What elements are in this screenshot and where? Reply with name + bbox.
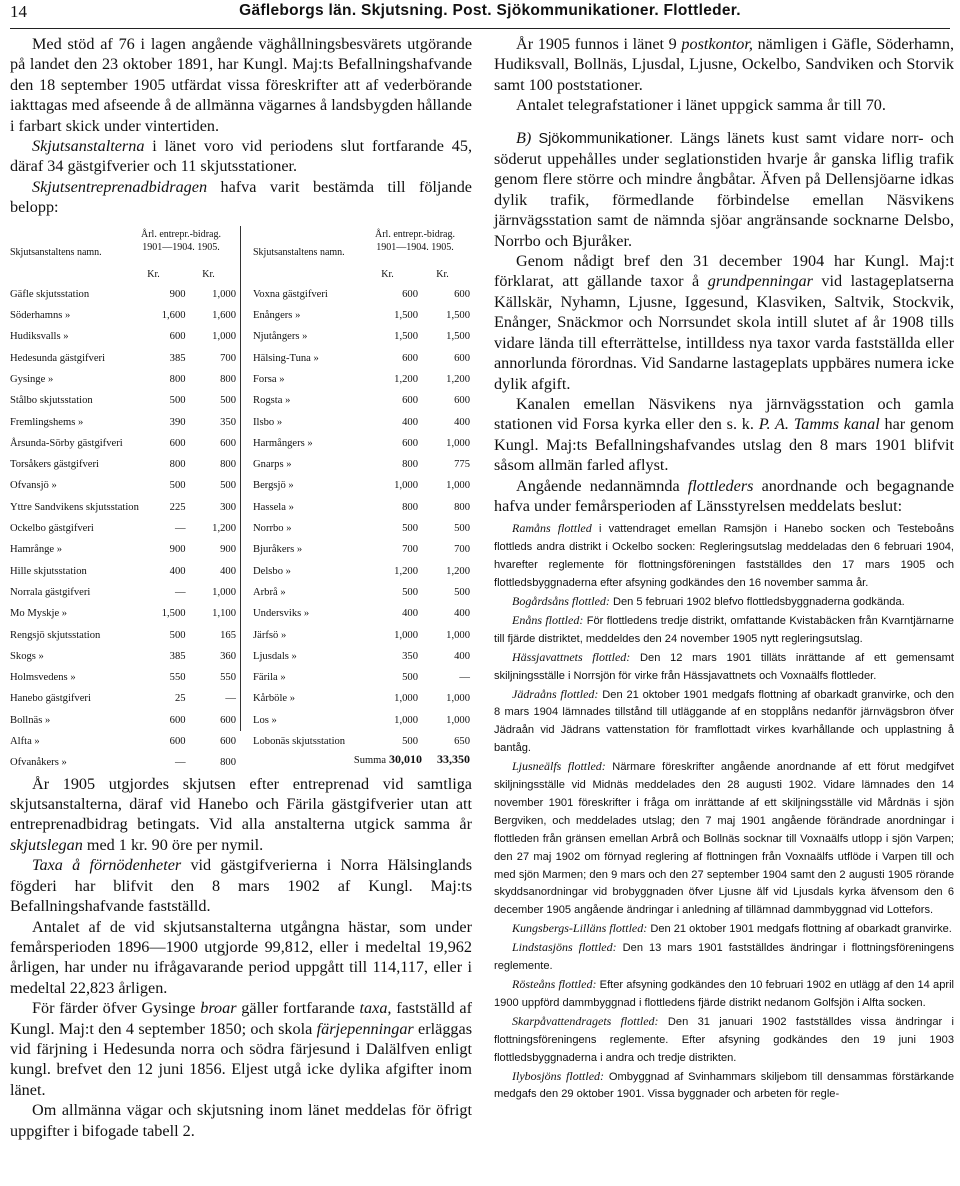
header-rule <box>10 28 950 29</box>
row-value-1905: 800 <box>454 501 470 513</box>
paragraph-text: vid gästgifverierna i Norra Hälsinglands fögderi har blifvit den 8 mars 1902 af Kungl. Maj:ts Befallningshafvande fastställd. <box>10 856 472 916</box>
flottled-entry <box>494 920 954 939</box>
row-name: Ofvansjö » <box>10 480 57 492</box>
row-value-1905: 550 <box>220 672 236 684</box>
flottled-text: Ombyggnad af Svinhammars skiljebom till densammas förstärkande medgafs den 29 oktober 1901. Vissa byggnader och arbeten för regle- <box>494 1070 954 1101</box>
row-name: Gysinge » <box>10 373 54 385</box>
row-value-1901-1904: 500 <box>402 523 418 535</box>
col-years-label: 1901—1904. 1905. <box>376 241 454 253</box>
table-row <box>253 497 470 518</box>
row-value-1901-1904: 400 <box>402 416 418 428</box>
row-name: Harmångers » <box>253 437 313 449</box>
row-value-1905: 500 <box>454 586 470 598</box>
entreprenad-table-left <box>10 226 236 774</box>
row-name: Järfsö » <box>253 629 287 641</box>
table-row <box>10 710 236 731</box>
row-value-1905: 700 <box>220 352 236 364</box>
row-value-1905: 300 <box>220 501 236 513</box>
table-row <box>10 688 236 709</box>
row-value-1905: 1,000 <box>446 629 470 641</box>
unit-label: Kr. <box>436 268 449 280</box>
table-row <box>253 284 470 305</box>
paragraph-flottleder-intro <box>494 476 954 517</box>
table-row <box>10 603 236 624</box>
table-row <box>253 667 470 688</box>
flottled-text: i vattendraget emellan Ramsjön i Hanebo socken och Testeboåns flottleds andra distrikt i Ockelbo socken: Regleringsutslag meddeladas den 6 februari 1904, hvarefter reglemente för flottningsföreningen fastställdes den 17 mars 1905 och flottledsbyggnaderna efter afsyning godkändes den 16 november samma år. <box>494 523 954 590</box>
row-value-1905: 1,200 <box>446 373 470 385</box>
unit-row <box>360 268 470 281</box>
row-name: Bollnäs » <box>10 714 51 726</box>
paragraph-text: År 1905 funnos i länet 9 <box>516 35 682 53</box>
entreprenad-table-right <box>253 226 470 766</box>
row-value-1901-1904: 385 <box>169 352 186 364</box>
row-value-1901-1904: 1,000 <box>394 714 418 726</box>
flottled-entry <box>494 1068 954 1105</box>
table-row <box>253 688 470 709</box>
unit-row <box>126 268 236 281</box>
row-name: Mo Myskje » <box>10 608 68 620</box>
table-row <box>253 305 470 326</box>
page-running-title: Gäfleborgs län. Skjutsning. Post. Sjökommunikationer. Flottleder. <box>239 2 741 19</box>
flottled-entry <box>494 612 954 649</box>
paragraph-text: För färder öfver Gysinge <box>32 999 201 1018</box>
section-gap <box>494 116 954 128</box>
paragraph-road-maintenance: Med stöd af 76 i lagen angående väghållningsbesvärets utgörande på landet den 23 oktober 1891, har Kungl. Maj:ts Befallningshafvande den 18 september 1905 utfärdat vissa föreskrifter att af vederbörande iakttagas med afseende å de allmänna vägarnes å landsbygden hållande i farbart skick under vintertiden. <box>10 35 472 135</box>
paragraph-text: anordnande och begagnande hafva under femårsperioden af Länsstyrelsen meddelats beslut: <box>494 476 955 515</box>
table-body <box>253 284 470 753</box>
row-value-1901-1904: 500 <box>169 629 186 641</box>
table-row <box>10 390 236 411</box>
row-name: Ljusdals » <box>253 650 297 662</box>
flottled-text: För flottledens tredje distrikt, omfattande Kvistabäcken från Kvarntjärnarne till fjärde distriktet, meddeldes den 24 november 1905 nytt regleringsutslag. <box>494 614 954 645</box>
row-value-1905: 1,000 <box>446 480 470 492</box>
flottled-entry <box>494 1013 954 1068</box>
row-value-1905: 600 <box>220 437 236 449</box>
table-row <box>253 326 470 347</box>
table-row <box>253 518 470 539</box>
table-row <box>10 518 236 539</box>
flottled-name: Jädraåns flottled: <box>512 686 599 701</box>
page-header <box>10 2 950 26</box>
col-years-label: 1901—1904. 1905. <box>142 241 220 253</box>
row-name: Forsa » <box>253 373 285 385</box>
paragraph-skjutsanstalter <box>10 136 472 177</box>
page-number: 14 <box>10 2 27 21</box>
row-value-1901-1904: 900 <box>169 288 186 300</box>
row-value-1901-1904: 600 <box>169 736 186 748</box>
table-row <box>10 731 236 752</box>
table-row <box>10 624 236 645</box>
col-name-header: Skjutsanstaltens namn. <box>10 246 102 258</box>
row-value-1901-1904: 1,500 <box>394 331 418 343</box>
table-row <box>10 539 236 560</box>
table-sum-row <box>354 752 470 767</box>
italic-term: färjepenningar <box>316 1019 414 1038</box>
paragraph-text: vid lastageplatserna Källskär, Nyhamn, Ljusne, Iggesund, Klasviken, Saltvik, Stockvik, Enånger, Snäckmor och Norrsundet skola intill slutet af år 1908 tills vidare lända till efterrättelse, intilldess nya taxor varda fastställda eller annorlunda förordnas. Vid Sandarne lastageplats uppbäres numera icke dylik afgift. <box>494 272 954 393</box>
flottled-entry <box>494 649 954 686</box>
table-row <box>253 561 470 582</box>
paragraph-hastar: Antalet af de vid skjutsanstalterna utgångna hästar, som under femårsperioden 1896—1900 utgjorde 99,812, eller i medeltal 19,962 årligen, har under nu ifrågavarande period uppgått till 114,117, eller i medeltal 22,823 årligen. <box>10 917 472 997</box>
row-value-1901-1904: 600 <box>169 331 186 343</box>
flottled-entry <box>494 939 954 976</box>
paragraph-entreprenad-1905 <box>10 774 472 856</box>
unit-label: Kr. <box>381 268 394 280</box>
row-value-1905: 165 <box>220 629 236 641</box>
row-value-1905: 700 <box>454 544 470 556</box>
row-name: Ofvanåkers » <box>10 757 67 769</box>
paragraph-taxa <box>10 855 472 916</box>
row-name: Fremlingshems » <box>10 416 84 428</box>
row-value-1901-1904: 800 <box>169 373 186 385</box>
row-value-1901-1904: 1,000 <box>394 480 418 492</box>
sum-value-b: 33,350 <box>437 751 470 766</box>
flottled-text: Den 21 oktober 1901 medgafs flottning af obarkadt granvirke, och den 8 mars 1904 lämnades tillstånd till utläggande af en stopplåns nedanför järnvägsbron öfver Jädraån vid Jädrans vattenstation för framflottadt virkes kvarhållande och upplastning å bantåg. <box>494 688 954 755</box>
table-row <box>10 284 236 305</box>
paragraph-text: i länet voro vid periodens slut fortfarande 45, däraf 34 gästgifverier och 11 skjutsstationer. <box>10 137 472 176</box>
row-value-1901-1904: 1,500 <box>161 608 186 620</box>
col-group-header <box>360 228 470 254</box>
row-name: Lobonäs skjutsstation <box>253 736 346 748</box>
row-value-1901-1904: 1,600 <box>161 310 186 322</box>
italic-term: taxa, <box>359 999 392 1018</box>
table-row <box>10 326 236 347</box>
row-value-1905: — <box>225 693 236 705</box>
flottled-name: Ramåns flottled <box>512 521 592 536</box>
row-value-1905: 650 <box>454 736 470 748</box>
paragraph-text: Genom nådigt bref den 31 december 1904 har Kungl. Maj:t förklarat, att gällande taxor å <box>494 252 954 291</box>
row-value-1905: 1,200 <box>446 565 470 577</box>
row-name: Holmsvedens » <box>10 672 76 684</box>
row-name: Njutångers » <box>253 331 308 343</box>
row-value-1905: 600 <box>454 395 470 407</box>
col-group-label: Årl. entrepr.-bidrag. <box>141 228 221 240</box>
row-value-1905: 400 <box>454 416 470 428</box>
row-name: Ockelbo gästgifveri <box>10 523 94 535</box>
table-header <box>10 226 236 284</box>
row-value-1901-1904: 500 <box>402 736 418 748</box>
row-name: Gäfle skjutsstation <box>10 288 90 300</box>
row-name: Hanebo gästgifveri <box>10 693 91 705</box>
table-row <box>253 582 470 603</box>
italic-term: postkontor, <box>681 35 753 53</box>
row-name: Alfta » <box>10 736 40 748</box>
row-name: Stålbo skjutsstation <box>10 395 93 407</box>
flottled-name: Ljusneälfs flottled: <box>512 759 606 774</box>
row-name: Hassela » <box>253 501 294 513</box>
table-row <box>253 646 470 667</box>
row-value-1905: 900 <box>220 544 236 556</box>
table-row <box>253 624 470 645</box>
table-row <box>253 369 470 390</box>
row-value-1905: 1,000 <box>446 714 470 726</box>
row-value-1901-1904: 600 <box>169 437 186 449</box>
paragraph-text: hafva varit bestämda till följande belopp: <box>10 177 472 217</box>
flottled-name: Enåns flottled: <box>512 612 584 627</box>
row-value-1905: 500 <box>454 523 470 535</box>
row-value-1901-1904: 400 <box>169 565 186 577</box>
row-value-1901-1904: 400 <box>402 608 418 620</box>
row-value-1905: 1,000 <box>212 331 236 343</box>
paragraph-text: Kanalen emellan Näsvikens nya järnvägsstation och gamla stationen vid Forsa kyrka eller den s. k. <box>494 394 954 434</box>
paragraph-postkontor <box>494 34 954 95</box>
row-name: Hille skjutsstation <box>10 565 87 577</box>
row-value-1901-1904: — <box>174 757 186 769</box>
row-value-1901-1904: 800 <box>169 459 186 471</box>
italic-term: Skjutsanstalterna <box>32 137 145 156</box>
row-value-1901-1904: 600 <box>402 352 418 364</box>
table-row <box>253 348 470 369</box>
row-value-1901-1904: 1,000 <box>394 629 418 641</box>
row-value-1901-1904: 500 <box>402 672 418 684</box>
table-row <box>10 667 236 688</box>
table-row <box>10 561 236 582</box>
left-column <box>10 34 472 1141</box>
row-value-1901-1904: 500 <box>169 395 186 407</box>
row-value-1905: 1,500 <box>446 310 470 322</box>
table-divider <box>240 226 241 731</box>
paragraph-kanalen <box>494 394 954 476</box>
flottled-name: Hässjavattnets flottled: <box>512 649 631 664</box>
flottled-name: Kungsbergs-Lilläns flottled: <box>512 921 648 936</box>
col-name-header: Skjutsanstaltens namn. <box>253 246 345 258</box>
row-value-1905: 800 <box>220 373 236 385</box>
row-value-1905: 1,000 <box>446 437 470 449</box>
row-value-1905: 1,200 <box>212 523 236 535</box>
table-row <box>10 305 236 326</box>
paragraph-text: Angående nedannämnda <box>516 476 688 495</box>
table-row <box>10 752 236 773</box>
row-value-1905: 600 <box>454 352 470 364</box>
table-row <box>10 369 236 390</box>
paragraph-text: har genom Kungl. Maj:ts Befallningshafvandes utslag den 8 mars 1901 blifvit såsom allmän farled aflyst. <box>494 415 954 475</box>
table-row <box>253 710 470 731</box>
sum-label: Summa <box>353 754 386 766</box>
row-value-1901-1904: — <box>174 523 186 535</box>
row-name: Färila » <box>253 672 286 684</box>
flottled-text: Den 21 oktober 1901 medgafs flottning af obarkadt granvirke. <box>647 923 952 936</box>
paragraph-text: Längs länets kust samt vidare norr- och söderut uppehålles under seglationstiden hvarje år ganska liflig trafik genom flere större och mindre ångbåtar. Äfven på Dellensjöarne idkas dylik trafik, förmedlande förbindelse emellan Näsvikens järnvägsstation samt de nämnda sjöar angränsande socknarne Delsbo, Norrbo och Bjuråker. <box>494 128 955 250</box>
flottled-name: Bogårdsåns flottled: <box>512 593 610 608</box>
row-value-1905: 800 <box>220 459 236 471</box>
row-value-1901-1904: — <box>174 586 186 598</box>
row-name: Norrbo » <box>253 523 292 535</box>
flottled-text: Den 13 mars 1901 fastställdes ändringar i flottningsföreningens reglemente. <box>494 942 954 973</box>
row-name: Hamrånge » <box>10 544 63 556</box>
table-row <box>10 454 236 475</box>
flottled-entry <box>494 593 954 612</box>
row-name: Norrala gästgifveri <box>10 586 91 598</box>
row-value-1905: 1,600 <box>212 310 236 322</box>
paragraph-text: med 1 kr. 90 öre per nymil. <box>82 835 264 854</box>
row-name: Arbrå » <box>253 586 286 598</box>
row-value-1901-1904: 600 <box>402 437 418 449</box>
row-name: Bjuråkers » <box>253 544 303 556</box>
flottled-text: Närmare föreskrifter angående anordnande af ett förut medgifvet skiljningsställe vid Midnäs meddelades den 28 augusti 1902. Vidare lämnades den 14 november 1901 föreskrifter i fråga om inrättande af ett skiljningsställe vid Mårdnäs i sjön Bergviken, och meddelades utslag; den 7 maj 1901 angående förändrade anordningar i flottleden från gränsen emellan Arbrå och Bollnäs socknar till Voxnaälfs utlopp i sjön Varpen; den 27 maj 1902 om förnyad reglering af flottningen från Voxnaälfs utflöde i Varpen till och med sjön Marmen; den 9 mars och den 27 september 1904 samt den 2 augusti 1905 rörande skyddsanordningar vid brobyggnaden öfver Ljusne älf vid Ljusdals kyrka äfvensom den 6 december 1905 angående ändringar i anledning af tillämnad dammbyggnad vid Lottefors. <box>494 761 954 917</box>
table-row <box>10 497 236 518</box>
table-row <box>253 454 470 475</box>
italic-term: Taxa å förnödenheter <box>32 856 182 875</box>
row-name: Skogs » <box>10 650 44 662</box>
row-name: Voxna gästgifveri <box>253 288 328 300</box>
flottled-name: Skarpåvattendragets flottled: <box>512 1013 659 1028</box>
row-name: Ilsbo » <box>253 416 283 428</box>
table-row <box>253 411 470 432</box>
row-value-1901-1904: 500 <box>169 480 186 492</box>
section-heading: Sjökommunikationer. <box>538 130 674 147</box>
paragraph-grundpenningar <box>494 251 954 394</box>
sum-value-a: 30,010 <box>389 751 422 766</box>
row-value-1905: 350 <box>220 416 236 428</box>
row-value-1901-1904: 800 <box>402 501 418 513</box>
table-row <box>253 731 470 752</box>
row-name: Hudiksvalls » <box>10 331 69 343</box>
row-name: Hälsing-Tuna » <box>253 352 319 364</box>
flottled-entry <box>494 758 954 920</box>
table-header <box>253 226 470 284</box>
flottled-name: Ilybosjöns flottled: <box>512 1068 605 1083</box>
col-group-label: Årl. entrepr.-bidrag. <box>375 228 455 240</box>
table-row <box>10 411 236 432</box>
row-value-1901-1904: 600 <box>169 714 186 726</box>
table-row <box>10 582 236 603</box>
row-value-1901-1904: 600 <box>402 288 418 300</box>
table-row <box>253 475 470 496</box>
row-value-1901-1904: 1,200 <box>394 373 418 385</box>
unit-label: Kr. <box>147 268 160 280</box>
row-name: Undersviks » <box>253 608 310 620</box>
row-name: Rengsjö skjutsstation <box>10 629 101 641</box>
flottled-entry <box>494 976 954 1013</box>
row-name: Gnarps » <box>253 459 292 471</box>
row-value-1901-1904: 225 <box>169 501 186 513</box>
flottled-list <box>494 520 954 1104</box>
row-value-1901-1904: 550 <box>169 672 186 684</box>
section-letter: B) <box>516 128 532 147</box>
paragraph-text: erläggas vid färjning i Hedesunda norra och södra färjesund i Dalälfven enligt kungl. brefvet den 12 juni 1856. Eljest utgå icke dylika afgifter inom länet. <box>10 1019 472 1099</box>
row-name: Delsbo » <box>253 565 291 577</box>
row-value-1905: 1,000 <box>446 693 470 705</box>
unit-label: Kr. <box>202 268 215 280</box>
row-value-1905: 400 <box>220 565 236 577</box>
italic-term: skjutslegan <box>10 835 83 854</box>
row-name: Söderhamns » <box>10 310 71 322</box>
row-name: Rogsta » <box>253 395 291 407</box>
italic-term: flottleders <box>687 476 754 495</box>
row-name: Kårböle » <box>253 693 296 705</box>
paragraph-text: gäller fortfarande <box>236 999 360 1018</box>
row-value-1905: 500 <box>220 395 236 407</box>
row-name: Årsunda-Sörby gästgifveri <box>10 437 123 449</box>
row-value-1901-1904: 700 <box>402 544 418 556</box>
right-column <box>494 34 954 1104</box>
flottled-text: Efter afsyning godkändes den 10 februari 1902 en utlägg af den 14 april 1900 uppförd dammbyggnad i flottledens fjärde distrikt nedanom Golfsjön i Alfta socken. <box>494 979 954 1009</box>
row-value-1901-1904: 390 <box>169 416 186 428</box>
paragraph-telegraf: Antalet telegrafstationer i länet uppgick samma år till 70. <box>516 96 886 115</box>
table-row <box>10 348 236 369</box>
row-value-1905: 775 <box>454 459 470 471</box>
flottled-text: Den 31 januari 1902 fastställdes vissa ändringar i flottningsföreningens reglemente. Efter afsyning godkändes den 19 juni 1903 flottledsbyggnaderna i andra och tredje distrikten. <box>494 1015 954 1064</box>
flottled-entry <box>494 686 954 759</box>
table-row <box>253 390 470 411</box>
row-value-1905: 400 <box>454 650 470 662</box>
paragraph-tabell-ref: Om allmänna vägar och skjutsning inom länet meddelas för öfrigt uppgifter i bifogade tabell 2. <box>10 1101 472 1140</box>
row-value-1905: 600 <box>220 736 236 748</box>
italic-term: broar <box>200 999 237 1018</box>
paragraph-entreprenadbidrag <box>10 177 472 218</box>
row-name: Torsåkers gästgifveri <box>10 459 99 471</box>
row-name: Enångers » <box>253 310 301 322</box>
row-value-1901-1904: 800 <box>402 459 418 471</box>
table-row <box>10 646 236 667</box>
paragraph-text: År 1905 utgjordes skjutsen efter entreprenad vid samtliga skjutsanstalterna, däraf vid Hanebo och Färila gästgifverier utan att entreprenadbidrag betingats. Vid alla anstalterna utgick samma år <box>10 774 472 834</box>
row-value-1905: 1,000 <box>212 288 236 300</box>
flottled-text: Den 5 februari 1902 blefvo flottledsbyggnaderna godkända. <box>609 595 905 608</box>
italic-term: grundpenningar <box>707 272 813 291</box>
entreprenad-tables <box>10 226 472 774</box>
row-name: Yttre Sandvikens skjutsstation <box>10 501 139 513</box>
row-value-1905: 1,100 <box>212 608 236 620</box>
table-row <box>10 475 236 496</box>
row-value-1901-1904: 1,200 <box>394 565 418 577</box>
row-value-1905: 1,500 <box>446 331 470 343</box>
paragraph-text: nämligen i Gäfle, Söderhamn, Hudiksvall, Bollnäs, Ljusdal, Ljusne, Ockelbo, Sandviken och Storvik samt 100 poststationer. <box>494 35 954 94</box>
row-value-1901-1904: 1,000 <box>394 693 418 705</box>
row-value-1905: 500 <box>220 480 236 492</box>
row-name: Los » <box>253 714 277 726</box>
row-value-1905: 800 <box>220 757 236 769</box>
flottled-name: Lindstasjöns flottled: <box>512 940 617 955</box>
table-row <box>253 603 470 624</box>
col-group-header <box>126 228 236 254</box>
italic-term: P. A. Tamms kanal <box>758 415 880 434</box>
row-value-1901-1904: 1,500 <box>394 310 418 322</box>
paragraph-broar-farjor <box>10 998 472 1100</box>
table-row <box>10 433 236 454</box>
row-value-1905: — <box>459 672 470 684</box>
row-value-1905: 360 <box>220 650 236 662</box>
flottled-text: Den 12 mars 1901 tilläts inrättande af ett gemensamt skiljningsställe i Norrsjön för virke från Hässjavattnets och Voxnaälfs flottleder. <box>494 651 954 682</box>
row-value-1901-1904: 350 <box>402 650 418 662</box>
paragraph-sjokommunikationer <box>494 128 954 251</box>
paragraph-text: fastställd af Kungl. Maj:t den 4 september 1850; och skola <box>10 999 472 1038</box>
row-value-1901-1904: 900 <box>169 544 186 556</box>
flottled-entry <box>494 520 954 593</box>
row-value-1901-1904: 600 <box>402 395 418 407</box>
row-value-1901-1904: 385 <box>169 650 186 662</box>
row-value-1905: 600 <box>220 714 236 726</box>
table-row <box>253 539 470 560</box>
row-name: Bergsjö » <box>253 480 294 492</box>
row-value-1901-1904: 500 <box>402 586 418 598</box>
italic-term: Skjutsentreprenadbidragen <box>32 177 208 196</box>
row-value-1905: 400 <box>454 608 470 620</box>
flottled-name: Rösteåns flottled: <box>512 977 597 991</box>
row-name: Hedesunda gästgifveri <box>10 352 106 364</box>
table-row <box>253 433 470 454</box>
row-value-1905: 1,000 <box>212 586 236 598</box>
row-value-1901-1904: 25 <box>174 693 186 705</box>
table-body <box>10 284 236 774</box>
row-value-1905: 600 <box>454 288 470 300</box>
